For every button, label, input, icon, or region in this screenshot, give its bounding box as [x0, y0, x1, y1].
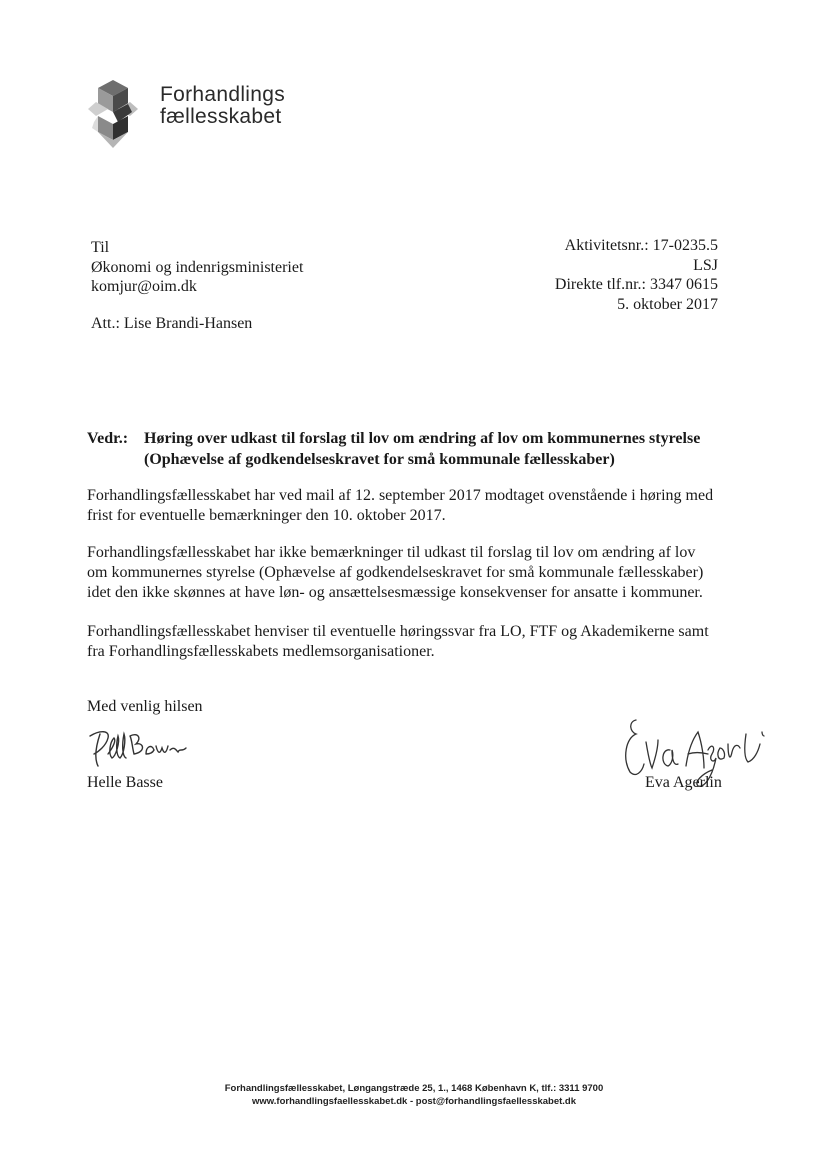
recipient-block [91, 238, 303, 297]
signatory-name-left: Helle Basse [87, 774, 163, 791]
recipient-email: komjur@oim.dk [91, 278, 197, 295]
signatory-name-right: Eva Agerlin [645, 774, 722, 791]
paragraph-line: Forhandlingsfællesskabet har ikke bemærkninger til udkast til forslag til lov om ændring af lov [87, 544, 696, 561]
letter-footer [0, 1082, 828, 1108]
subject-line-1: Høring over udkast til forslag til lov om ændring af lov om kommunernes styrelse [144, 430, 701, 447]
paragraph-line: idet den ikke skønnes at have løn- og ansættelsesmæssige konsekvenser for ansatte i kommuner. [87, 584, 703, 601]
subject-heading [87, 428, 700, 470]
direct-phone: Direkte tlf.nr.: 3347 0615 [554, 276, 718, 293]
logo-line-1: Forhandlings [160, 83, 286, 106]
organisation-logo-icon [88, 78, 138, 150]
paragraph-line: Forhandlingsfællesskabet har ved mail af 12. september 2017 modtaget ovenstående i høring med [87, 487, 714, 504]
body-paragraph-3 [87, 622, 737, 662]
subject-prefix: Vedr.: [87, 430, 129, 447]
footer-address: Forhandlingsfællesskabet, Løngangstræde 25, 1., 1468 København K, tlf.: 3311 9700 [224, 1083, 604, 1094]
logo-line-2: fællesskabet [160, 105, 282, 128]
paragraph-line: fra Forhandlingsfællesskabets medlemsorganisationer. [87, 643, 435, 660]
recipient-organisation: Økonomi og indenrigsministeriet [91, 258, 304, 276]
reference-block [555, 236, 718, 314]
paragraph-line: frist for eventuelle bemærkninger den 10. oktober 2017. [87, 507, 446, 524]
subject-line-2: (Ophævelse af godkendelseskravet for små kommunale fællesskaber) [144, 451, 615, 468]
recipient-label: Til [91, 239, 110, 256]
organisation-logo-text [160, 84, 285, 128]
attention-line: Att.: Lise Brandi-Hansen [91, 315, 253, 332]
activity-number: Aktivitetsnr.: 17-0235.5 [564, 237, 718, 254]
body-paragraph-1 [87, 486, 737, 526]
paragraph-line: Forhandlingsfællesskabet henviser til eventuelle høringssvar fra LO, FTF og Akademikerne samt [87, 623, 709, 640]
letter-date: 5. oktober 2017 [617, 295, 718, 313]
author-initials: LSJ [693, 256, 718, 274]
handwritten-signature-helle-basse [86, 724, 196, 772]
footer-web-and-email: www.forhandlingsfaellesskabet.dk - post@forhandlingsfaellesskabet.dk [251, 1096, 577, 1107]
closing-greeting: Med venlig hilsen [87, 698, 203, 715]
paragraph-line: om kommunernes styrelse (Ophævelse af godkendelseskravet for små kommunale fællesskaber) [87, 564, 704, 581]
body-paragraph-2 [87, 543, 737, 603]
